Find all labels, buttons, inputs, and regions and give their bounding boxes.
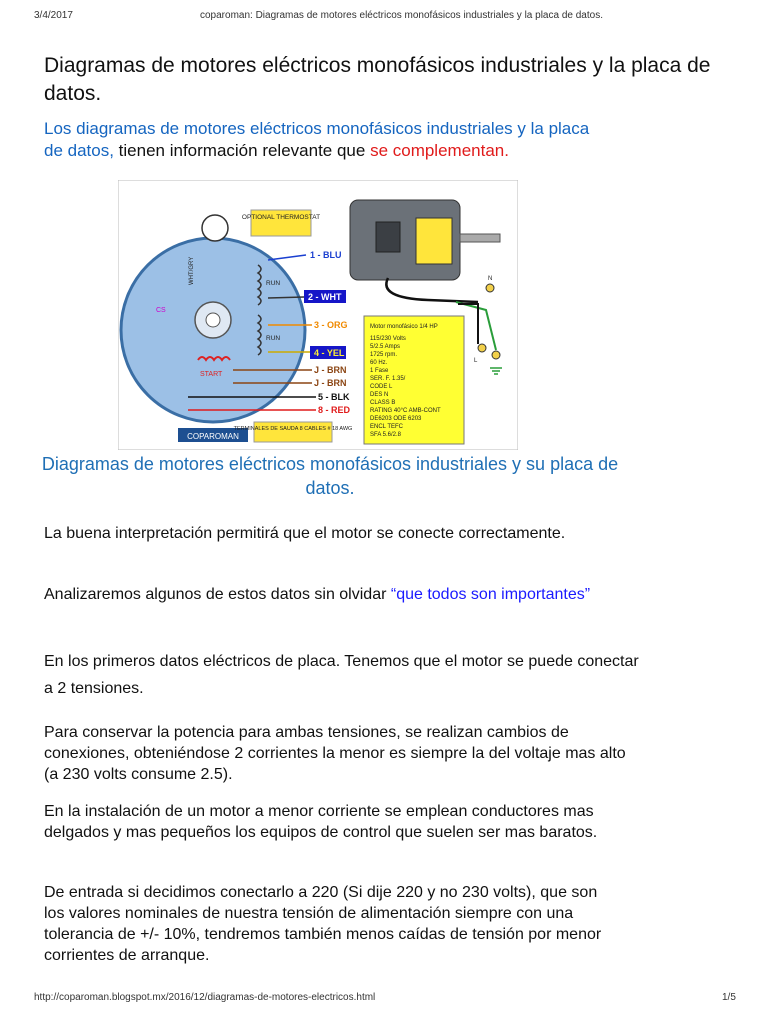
plate-line-2: 5/2.5 Amps [370,344,401,350]
start-label: START [200,371,223,378]
cs-label: CS [156,307,166,314]
terminal-ground-icon [492,351,500,359]
paragraph-3: En los primeros datos eléctricos de placa. Tenemos que el motor se puede conectar a 2 tensiones. [44,653,639,697]
run-1-label: RUN [266,280,281,287]
thermostat-symbol-icon [202,215,228,241]
header-date: 3/4/2017 [34,10,73,21]
footer-page-number: 1/5 [722,992,736,1003]
figure-caption: Diagramas de motores eléctricos monofásicos industriales y su placa de datos. [41,454,619,498]
article-title: Diagramas de motores eléctricos monofásicos industriales y la placa de datos. [44,54,711,105]
footer-url-link[interactable]: http://coparoman.blogspot.mx/2016/12/diagramas-de-motores-electricos.html [34,992,376,1003]
terminal-n-label: N [488,276,493,282]
paragraph-4: Para conservar la potencia para ambas tensiones, se realizan cambios de conexiones, obteniéndose 2 corrientes la menor es siempre la del voltaje mas alto (a 230 volts consume 2.5). [44,724,626,783]
plate-line-0: Motor monofásico 1/4 HP [370,324,438,330]
terminal-l-icon [478,344,486,352]
terminals-label: TERMINALES DE SAUDA 8 CABLES # 18 AWG [233,426,353,432]
plate-line-6: SER. F. 1.35/ [370,376,406,382]
plate-line-1: 115/230 Volts [370,336,406,342]
plate-line-8: DES N [370,392,389,398]
terminal-n-icon [486,284,494,292]
wire-label-8: 8 - RED [318,405,351,415]
wire-label-5: J - BRN [314,365,347,375]
plate-line-5: 1 Fase [370,368,389,374]
wire-label-4: 4 - YEL [314,348,345,358]
intro-red-text: se complementan. [370,141,509,160]
paragraph-2 [44,584,644,605]
plate-line-9: CLASS B [370,400,396,406]
run-2-label: RUN [266,335,281,342]
intro-black-text: tienen información relevante que [113,141,371,160]
wire-label-1: 1 - BLU [310,250,342,260]
plate-line-3: 1725 rpm. [370,352,398,358]
paragraph-1: La buena interpretación permitirá que el motor se conecte correctamente. [44,525,566,542]
thermostat-label: OPTIONAL THERMOSTAT [241,214,321,221]
intro-paragraph [44,118,604,162]
wht-gry-label: WHT/GRY [189,256,195,285]
wire-label-2: 2 - WHT [308,292,342,302]
plate-line-12: ENCL TEFC [370,424,404,430]
plate-line-13: SFA 5.6/2.8 [370,432,402,438]
motor-diagram-image [118,180,518,450]
wire-label-7: 5 - BLK [318,392,350,402]
paragraph-5: En la instalación de un motor a menor corriente se emplean conductores mas delgados y mas pequeños los equipos de control que suelen ser mas baratos. [44,803,598,841]
wire-label-6: J - BRN [314,378,347,388]
header-title: coparoman: Diagramas de motores eléctricos monofásicos industriales y la placa de datos. [200,10,603,21]
intro-blue-text: Los diagramas de motores eléctricos monofásicos industriales y la placa de datos, [44,119,590,160]
plate-line-7: CODE L [370,384,393,390]
terminal-l-label: L [474,358,478,364]
paragraph-2-text: Analizaremos algunos de estos datos sin olvidar [44,586,391,603]
terminals-box-shape [254,422,332,442]
wire-label-3: 3 - ORG [314,320,348,330]
paragraph-2-quote: “que todos son importantes” [390,586,591,603]
plate-line-4: 60 Hz. [370,360,388,366]
paragraph-6: De entrada si decidimos conectarlo a 220 (Si dije 220 y no 230 volts), que son los valores nominales de nuestra tensión de alimentación siempre con una tolerancia de +/- 10%, tendremos también menos caídas de tensión por menor corrientes de arranque. [44,884,602,964]
plate-line-11: DE6203 ODE 6203 [370,416,422,422]
brand-label: COPAROMAN [187,432,239,441]
plate-line-10: RATING 40°C AMB-CONT [370,408,441,414]
